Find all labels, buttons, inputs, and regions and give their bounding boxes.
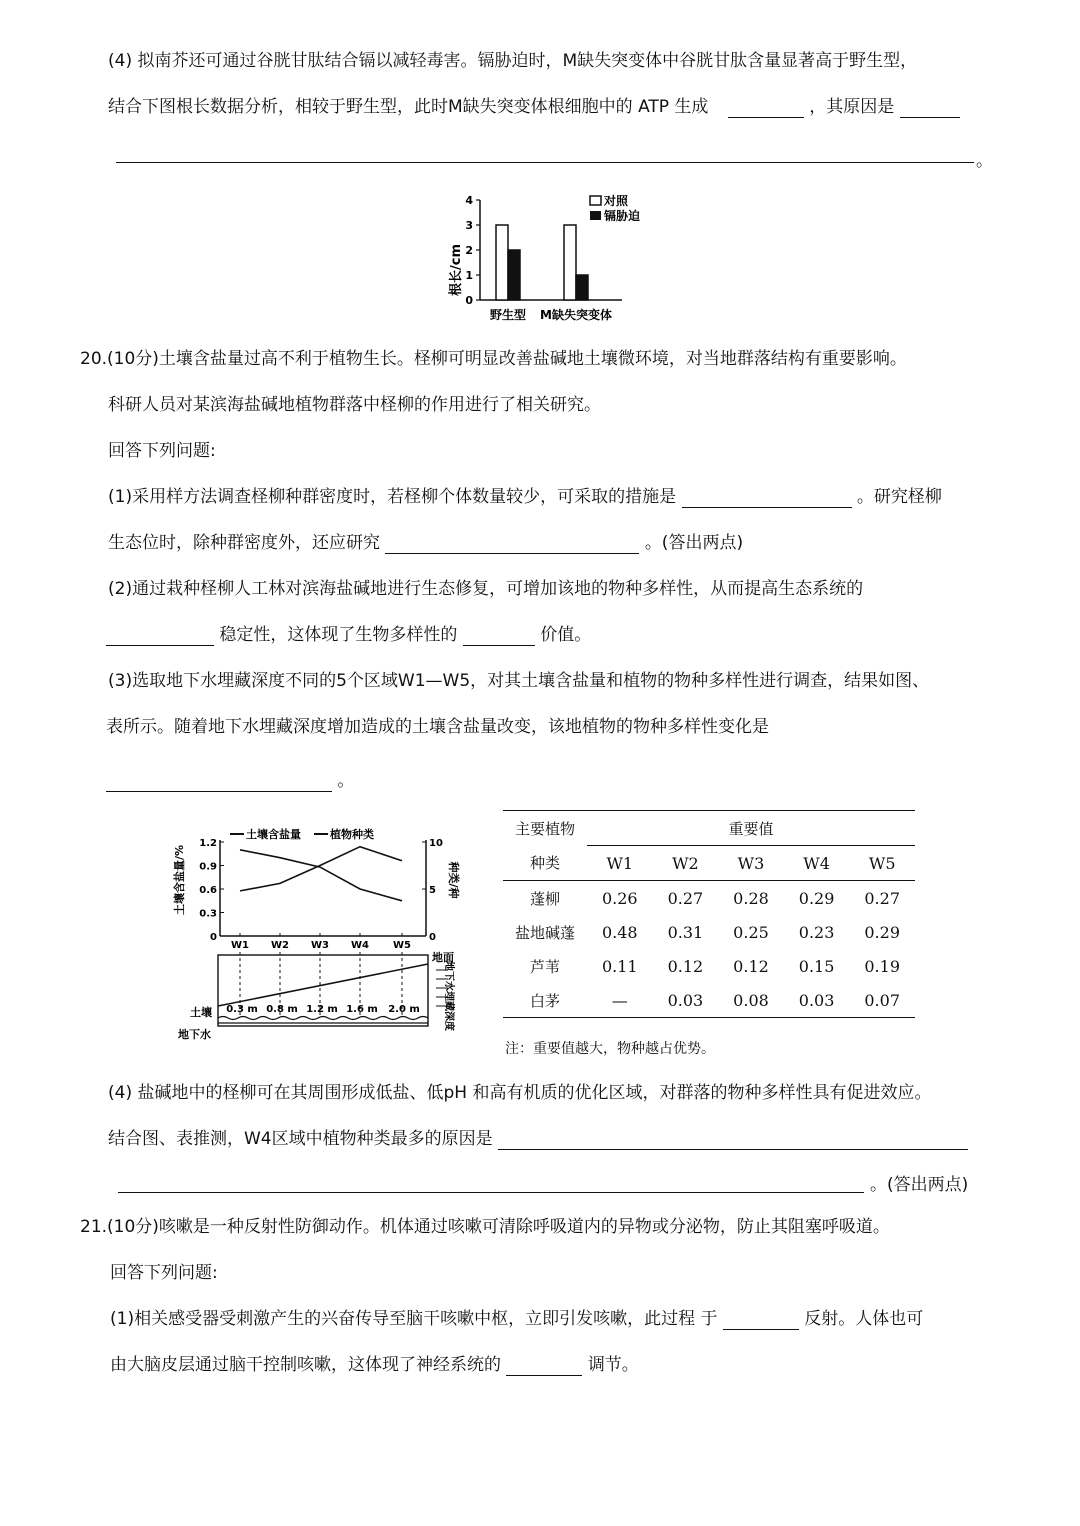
salt-chart-ytick-left-label: 0.6 bbox=[199, 885, 217, 896]
profile-groundwater-label: 地下水 bbox=[178, 1028, 211, 1041]
table-col-w1: W1 bbox=[587, 846, 653, 881]
answer-blank-stability[interactable] bbox=[106, 627, 214, 646]
root-chart-cat-mutant: M缺失突变体 bbox=[540, 308, 612, 322]
profile-depth-value: 0.8 m bbox=[266, 1004, 298, 1015]
table-row bbox=[503, 881, 915, 916]
salt-chart-ytick-left-label: 0.3 bbox=[199, 908, 217, 920]
table-row bbox=[503, 983, 915, 1018]
salt-chart-ytick-left-label: 0 bbox=[210, 932, 217, 943]
q20-1-text-c: 生态位时，除种群密度外，还应研究 bbox=[108, 533, 380, 553]
legend-swatch-control bbox=[590, 196, 601, 205]
table-col-w5: W5 bbox=[849, 846, 915, 881]
table-cell: 0.12 bbox=[667, 956, 704, 976]
table-row-name: 盐地碱蓬 bbox=[514, 923, 575, 942]
q21-answer-prompt: 回答下列问题: bbox=[110, 1263, 218, 1283]
q20-2-line2 bbox=[106, 624, 591, 646]
answer-blank-w4-reason[interactable] bbox=[498, 1131, 968, 1150]
table-col-w4: W4 bbox=[784, 846, 850, 881]
salt-chart-xtick-label: W3 bbox=[311, 940, 329, 951]
q20-intro-2: 科研人员对某滨海盐碱地植物群落中柽柳的作用进行了相关研究。 bbox=[108, 395, 601, 415]
table-cell: 0.27 bbox=[864, 888, 900, 908]
table-cell: 0.28 bbox=[733, 888, 769, 908]
root-chart-ytick-label: 0 bbox=[465, 294, 473, 307]
table-row bbox=[503, 915, 915, 949]
q20-3-line2: 表所示。随着地下水埋藏深度增加造成的土壤含盐量改变，该地植物的物种多样性变化是 bbox=[106, 717, 769, 737]
q20-4-text-b: 结合图、表推测，W4区域中植物种类最多的原因是 bbox=[108, 1129, 493, 1149]
q20-4-note: 。(答出两点) bbox=[870, 1175, 969, 1195]
root-chart-bar bbox=[564, 225, 576, 300]
table-cell: 0.07 bbox=[849, 983, 915, 1018]
root-chart-bar bbox=[496, 225, 508, 300]
root-chart-ytick-label: 4 bbox=[465, 194, 473, 207]
table-col-w3: W3 bbox=[718, 846, 784, 881]
table-cell: 0.27 bbox=[667, 888, 704, 908]
salt-content-line bbox=[240, 850, 402, 901]
profile-ground-surface bbox=[218, 964, 428, 1006]
table-cell: 0.03 bbox=[653, 983, 719, 1018]
profile-depth-value: 0.3 m bbox=[226, 1004, 258, 1015]
table-cell: 0.15 bbox=[798, 956, 835, 976]
q20-intro-1: 20.(10分)土壤含盐量过高不利于植物生长。柽柳可明显改善盐碱地土壤微环境，对当地群落结构有重要影响。 bbox=[80, 349, 907, 369]
q21-1-text-a: (1)相关感受器受刺激产生的兴奋传导至脑干咳嗽中枢，立即引发咳嗽，此过程 于 bbox=[110, 1309, 718, 1329]
root-chart-bar bbox=[508, 250, 520, 300]
profile-ground-label: 地面 bbox=[432, 951, 454, 964]
q19-4-period: 。 bbox=[976, 151, 993, 171]
profile-soil-label: 土壤 bbox=[190, 1006, 212, 1019]
q20-1-text-b: 。研究柽柳 bbox=[856, 487, 942, 507]
q20-1-text-d: 。(答出两点) bbox=[644, 533, 744, 553]
q20-3-line3 bbox=[106, 770, 354, 792]
table-header-plant: 主要植物 bbox=[503, 811, 587, 846]
q21-1-line2 bbox=[110, 1354, 639, 1376]
salt-chart-ytick-right-label: 5 bbox=[429, 885, 436, 896]
table-cell: 0.26 bbox=[601, 888, 638, 908]
legend-salt: 土壤含盐量 bbox=[246, 828, 301, 841]
table-header-kind: 种类 bbox=[503, 846, 587, 881]
legend-species: 植物种类 bbox=[330, 828, 374, 841]
root-length-chart bbox=[440, 190, 670, 325]
root-chart-ytick-label: 2 bbox=[465, 244, 473, 257]
q19-4-line2-text: 结合下图根长数据分析，相较于野生型，此时M缺失突变体根细胞中的 ATP 生成 bbox=[108, 97, 709, 117]
q21-1-text-d: 调节。 bbox=[587, 1355, 639, 1375]
soil-profile bbox=[218, 952, 448, 1026]
q20-2-text-c: 价值。 bbox=[540, 625, 592, 645]
q20-1-text-a: (1)采用样方法调查柽柳种群密度时，若柽柳个体数量较少，可采取的措施是 bbox=[108, 487, 677, 507]
plant-importance-table bbox=[503, 810, 915, 1018]
q21-1-line1 bbox=[110, 1308, 923, 1330]
root-chart-cat-wild: 野生型 bbox=[489, 308, 527, 322]
q20-2-line1: (2)通过栽种柽柳人工林对滨海盐碱地进行生态修复，可增加该地的物种多样性，从而提高生态系统的 bbox=[108, 579, 864, 599]
table-cell: 0.12 bbox=[733, 956, 769, 976]
q19-4-line2 bbox=[108, 96, 960, 118]
q20-2-text-b: 稳定性，这体现了生物多样性的 bbox=[219, 625, 458, 645]
table-row-name: 蓬柳 bbox=[529, 889, 560, 908]
root-chart-bar bbox=[576, 275, 588, 300]
q20-answer-prompt: 回答下列问题: bbox=[108, 441, 216, 461]
profile-depth-value: 1.6 m bbox=[346, 1004, 378, 1015]
q19-4-line1: (4) 拟南芥还可通过谷胱甘肽结合镉以减轻毒害。镉胁迫时，M缺失突变体中谷胱甘肽含量显著高于野生型， bbox=[108, 51, 918, 71]
answer-blank-atp[interactable] bbox=[728, 99, 804, 118]
table-row-name: 白茅 bbox=[503, 983, 587, 1018]
salt-chart-ytick-right-label: 10 bbox=[429, 838, 443, 849]
root-chart-ytick-label: 1 bbox=[465, 269, 473, 282]
salt-chart-ylabel-left: 土壤含盐量/% bbox=[173, 844, 186, 916]
salt-chart-ytick-left-label: 1.2 bbox=[199, 838, 217, 849]
salt-chart-ytick-left-label: 0.9 bbox=[199, 861, 217, 873]
root-chart-plot bbox=[465, 194, 622, 307]
legend-control: 对照 bbox=[604, 194, 629, 208]
q19-4-line2-reason: ，其原因是 bbox=[809, 97, 895, 117]
q20-4-line1: (4) 盐碱地中的柽柳可在其周围形成低盐、低pH 和高有机质的优化区域，对群落的物种多样性具有促进效应。 bbox=[108, 1083, 932, 1103]
table-header-value: 重要值 bbox=[587, 811, 915, 846]
salt-chart-xtick-label: W5 bbox=[393, 940, 411, 951]
table-cell: 0.08 bbox=[718, 983, 784, 1018]
salt-species-chart bbox=[170, 818, 490, 1050]
answer-blank-diversity[interactable] bbox=[106, 773, 332, 792]
species-count-line bbox=[240, 847, 402, 891]
table-cell: 0.25 bbox=[733, 922, 769, 942]
table-cell: 0.19 bbox=[864, 956, 900, 976]
answer-blank-reflex[interactable] bbox=[723, 1311, 799, 1330]
salt-chart-xtick-label: W1 bbox=[231, 940, 249, 951]
table-row-name: 芦苇 bbox=[529, 957, 560, 976]
table-cell: 0.23 bbox=[798, 922, 835, 942]
salt-chart-xtick-label: W4 bbox=[351, 940, 369, 951]
profile-depth-label: 地下水埋藏深度 bbox=[443, 961, 454, 1031]
q21-intro: 21.(10分)咳嗽是一种反射性防御动作。机体通过咳嗽可清除呼吸道内的异物或分泌物，防止其阻塞呼吸道。 bbox=[80, 1217, 890, 1237]
salt-chart-ylabel-right: 种类/种 bbox=[447, 861, 460, 899]
answer-line-w4-reason[interactable] bbox=[118, 1192, 864, 1193]
table-cell: 0.03 bbox=[784, 983, 850, 1018]
table-cell: 0.29 bbox=[798, 888, 835, 908]
salt-chart-xtick-label: W2 bbox=[271, 940, 289, 951]
q20-3-period: 。 bbox=[337, 771, 355, 791]
legend-cd: 镉胁迫 bbox=[604, 209, 641, 223]
salt-chart-plot bbox=[199, 838, 443, 951]
profile-depth-value: 2.0 m bbox=[388, 1004, 420, 1015]
root-chart-ylabel: 根长/cm bbox=[449, 243, 464, 297]
q21-1-text-b: 反射。人体也可 bbox=[804, 1309, 924, 1329]
root-chart-ytick-label: 3 bbox=[465, 219, 473, 232]
table-note: 注：重要值越大，物种越占优势。 bbox=[505, 1041, 715, 1057]
salt-chart-ytick-right-label: 0 bbox=[429, 932, 436, 943]
q20-1-line1 bbox=[108, 486, 942, 508]
profile-water-table bbox=[218, 1017, 428, 1020]
table-cell: 0.29 bbox=[864, 922, 900, 942]
q21-1-text-c: 由大脑皮层通过脑干控制咳嗽，这体现了神经系统的 bbox=[110, 1355, 501, 1375]
table-cell: — bbox=[587, 983, 653, 1018]
answer-blank-regulation[interactable] bbox=[506, 1357, 582, 1376]
answer-blank-value[interactable] bbox=[463, 627, 535, 646]
q20-1-line2 bbox=[108, 532, 743, 554]
table-cell: 0.31 bbox=[667, 922, 704, 942]
q20-4-line2 bbox=[108, 1128, 968, 1150]
answer-blank-reason[interactable] bbox=[900, 99, 960, 118]
q20-3-line1: (3)选取地下水埋藏深度不同的5个区域W1—W5，对其土壤含盐量和植物的物种多样性进行调查，结果如图、 bbox=[108, 671, 930, 691]
legend-swatch-cd bbox=[590, 211, 601, 220]
table-row bbox=[503, 949, 915, 983]
table-cell: 0.48 bbox=[601, 922, 638, 942]
table-cell: 0.11 bbox=[601, 956, 638, 976]
table-col-w2: W2 bbox=[653, 846, 719, 881]
profile-depth-value: 1.2 m bbox=[306, 1004, 338, 1015]
profile-frame bbox=[218, 955, 428, 1026]
answer-line-reason[interactable] bbox=[116, 162, 974, 163]
answer-blank-niche[interactable] bbox=[385, 535, 639, 554]
answer-blank-measure[interactable] bbox=[682, 489, 852, 508]
